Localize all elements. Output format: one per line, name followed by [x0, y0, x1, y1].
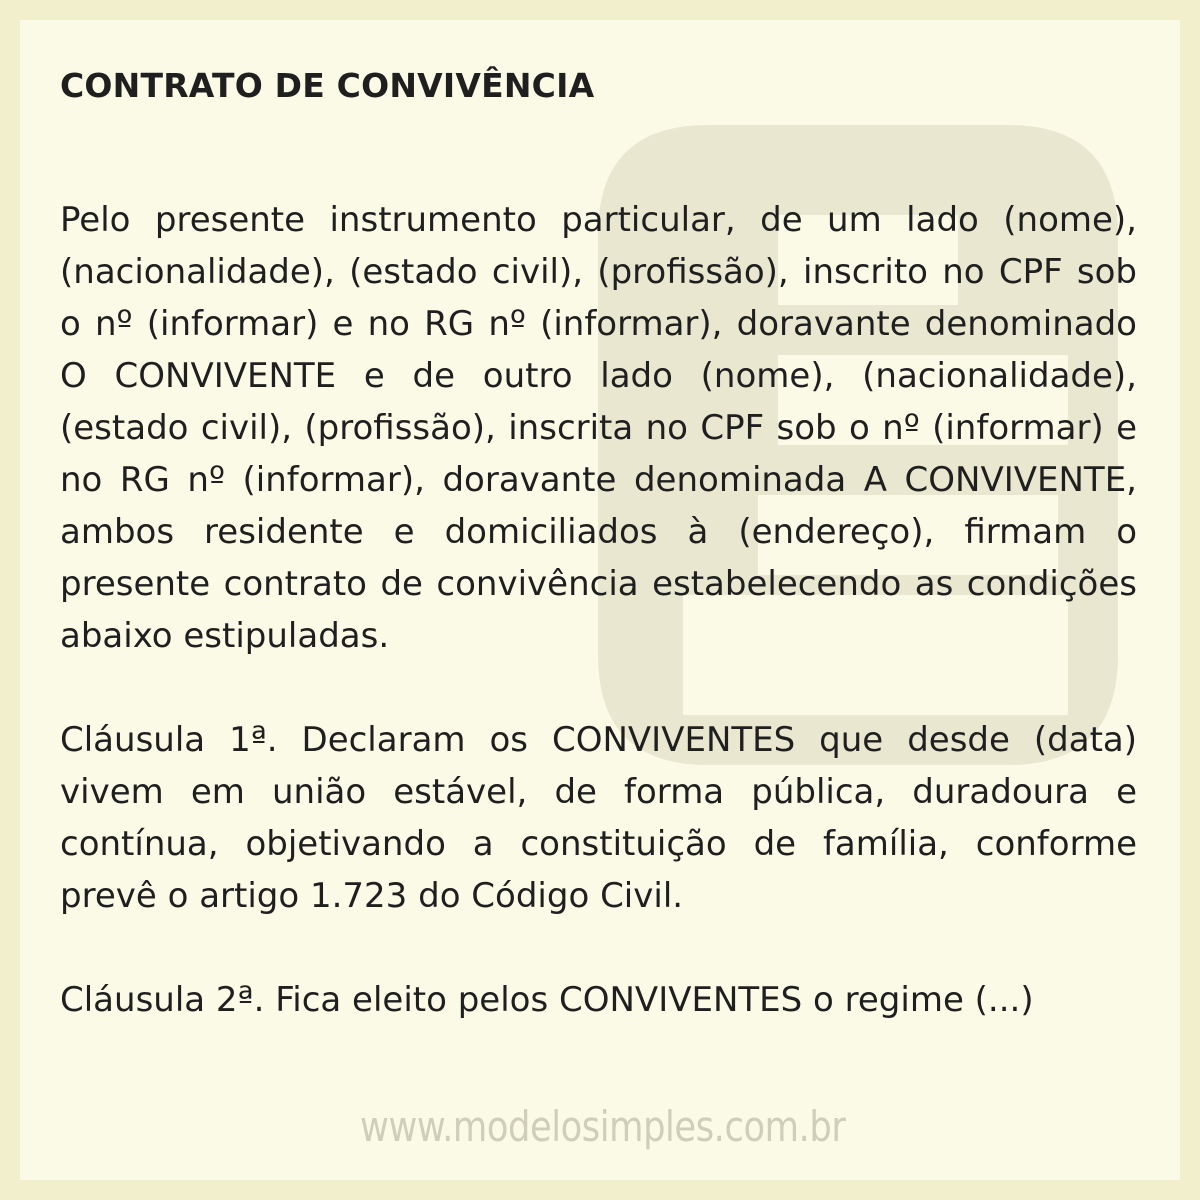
clause-2-paragraph: Cláusula 2ª. Fica eleito pelos CONVIVENTES o regime (...)	[60, 980, 1034, 1020]
contract-intro-paragraph: Pelo presente instrumento particular, de um lado (nome), (nacionalidade), (estado civil), (profissão), inscrito no CPF sob o nº (informar) e no RG nº (informar), doravante denominado O CONVIVENTE e de outro lado (nome), (nacionalidade), (estado civil), (profissão), inscrita no CPF sob o nº (informar) e no RG nº (informar), doravante denominada A CONVIVENTE, ambos residente e domiciliados à (endereço), firmam o presente contrato de convivência estabelecendo as condições abaixo estipuladas.	[60, 200, 1137, 656]
document-title: CONTRATO DE CONVIVÊNCIA	[60, 66, 595, 105]
website-watermark: www.modelosimples.com.br	[360, 1102, 846, 1151]
clause-1-paragraph: Cláusula 1ª. Declaram os CONVIVENTES que desde (data) vivem em união estável, de forma pública, duradoura e contínua, objetivando a constituição de família, conforme prevê o artigo 1.723 do Código Civil.	[60, 720, 1137, 916]
document-body	[60, 60, 1137, 1026]
document-card	[20, 20, 1180, 1180]
